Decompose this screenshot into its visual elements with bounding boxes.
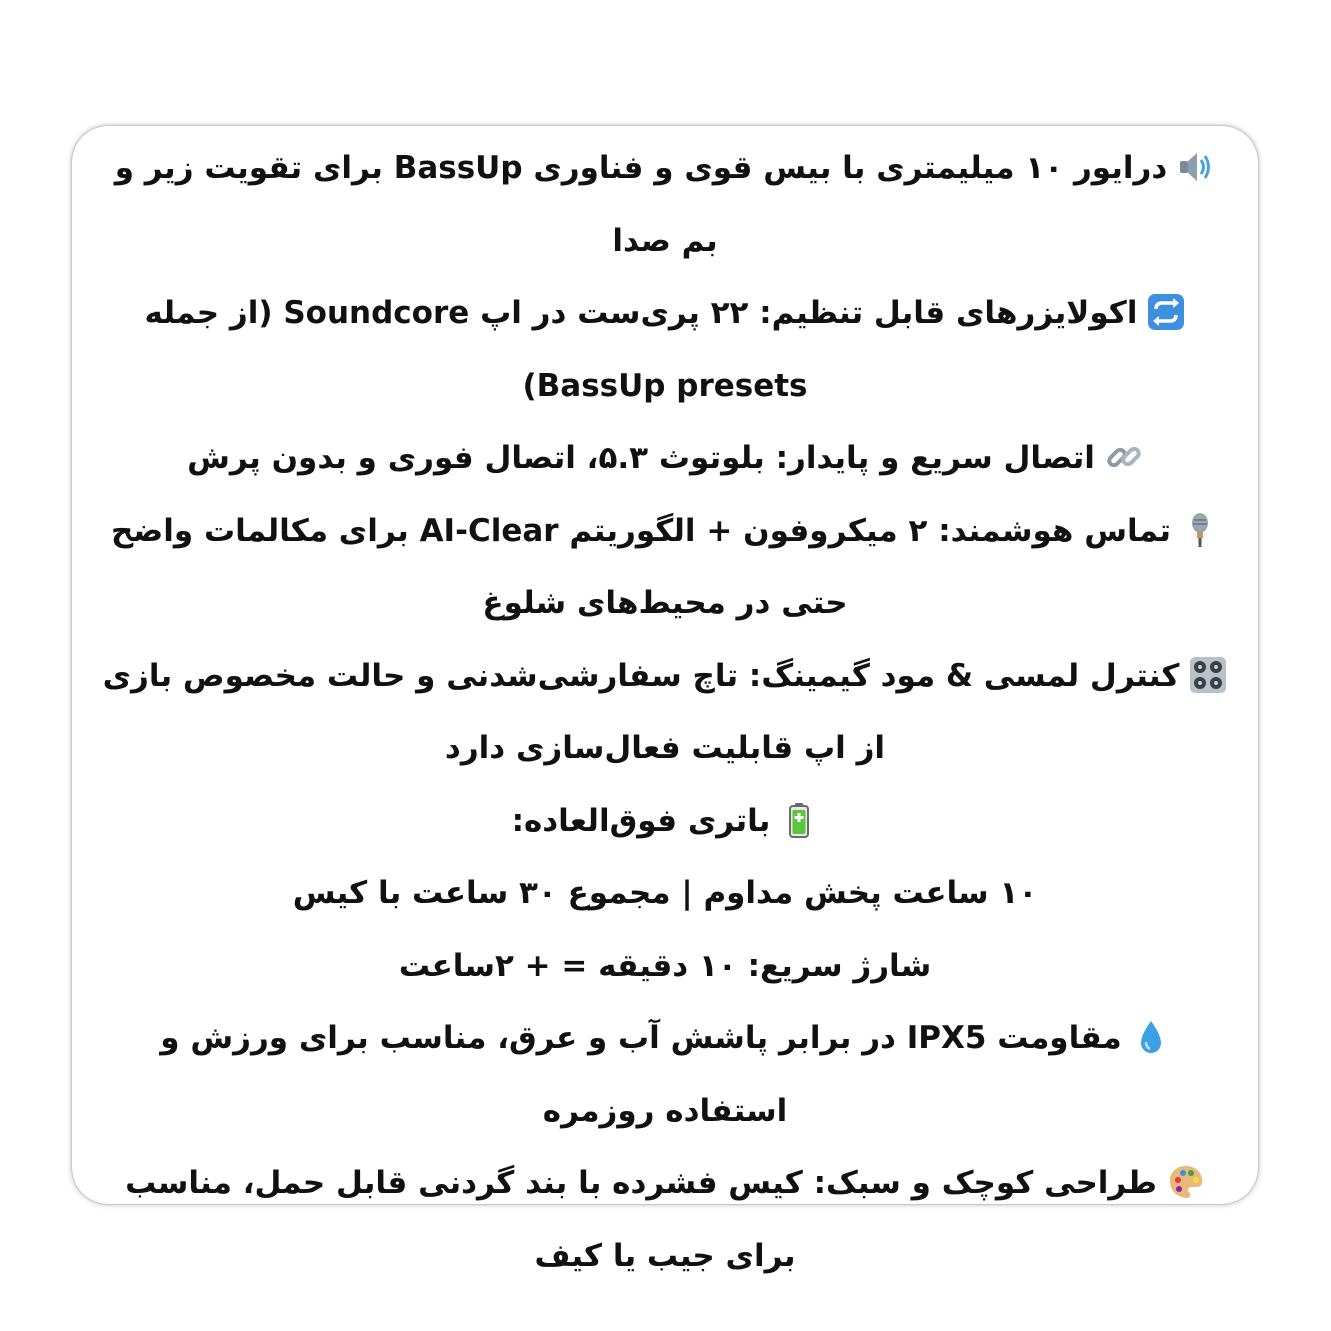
feature-calls-text: تماس هوشمند: ۲ میکروفون + الگوریتم AI-Clear برای مکالمات واضح حتی در محیط‌های شلوغ (110, 512, 1172, 621)
feature-equalizer (98, 277, 1232, 422)
link-icon (1105, 438, 1143, 476)
feature-water-resistance (98, 1002, 1232, 1147)
battery-icon (780, 801, 818, 839)
feature-water-resistance-text: مقاومت IPX5 در برابر پاشش آب و عرق، مناسب برای ورزش و استفاده روزمره (160, 1020, 1122, 1129)
feature-touch-control-text: کنترل لمسی & مود گیمینگ: تاچ سفارشی‌شدنی و حالت مخصوص بازی از اپ قابلیت فعال‌سازی دارد (102, 657, 1180, 766)
feature-driver (98, 132, 1232, 277)
control-knobs-icon (1189, 656, 1227, 694)
feature-equalizer-text: اکولایزرهای قابل تنظیم: ۲۲ پری‌ست در اپ Soundcore (از جمله BassUp presets) (144, 295, 1138, 404)
repeat-arrows-icon (1147, 293, 1185, 331)
palette-icon (1167, 1163, 1205, 1201)
feature-connection-text: اتصال سریع و پایدار: بلوتوث ۵.۳، اتصال فوری و بدون پرش (187, 440, 1095, 476)
feature-driver-text: درایور ۱۰ میلیمتری با بیس قوی و فناوری BassUp برای تقویت زیر و بم صدا (114, 150, 1168, 259)
feature-battery (98, 785, 1232, 858)
feature-battery-text: باتری فوق‌العاده: (511, 802, 771, 839)
fast-charge-line: شارژ سریع: ۱۰ دقیقه = + ۲ساعت (398, 947, 932, 984)
description-card (72, 126, 1258, 1274)
feature-touch-control (98, 640, 1232, 785)
battery-playback-line: ۱۰ ساعت پخش مداوم | مجموع ۳۰ ساعت با کیس (292, 875, 1038, 911)
feature-design (98, 1147, 1232, 1292)
speaker-icon (1177, 148, 1215, 186)
microphone-icon (1181, 511, 1219, 549)
feature-calls (98, 495, 1232, 640)
feature-connection (98, 422, 1232, 495)
feature-design-text: طراحی کوچک و سبک: کیس فشرده با بند گردنی قابل حمل، مناسب برای جیب یا کیف (125, 1165, 1157, 1274)
feature-list (98, 132, 1232, 1292)
water-drop-icon (1132, 1018, 1170, 1056)
